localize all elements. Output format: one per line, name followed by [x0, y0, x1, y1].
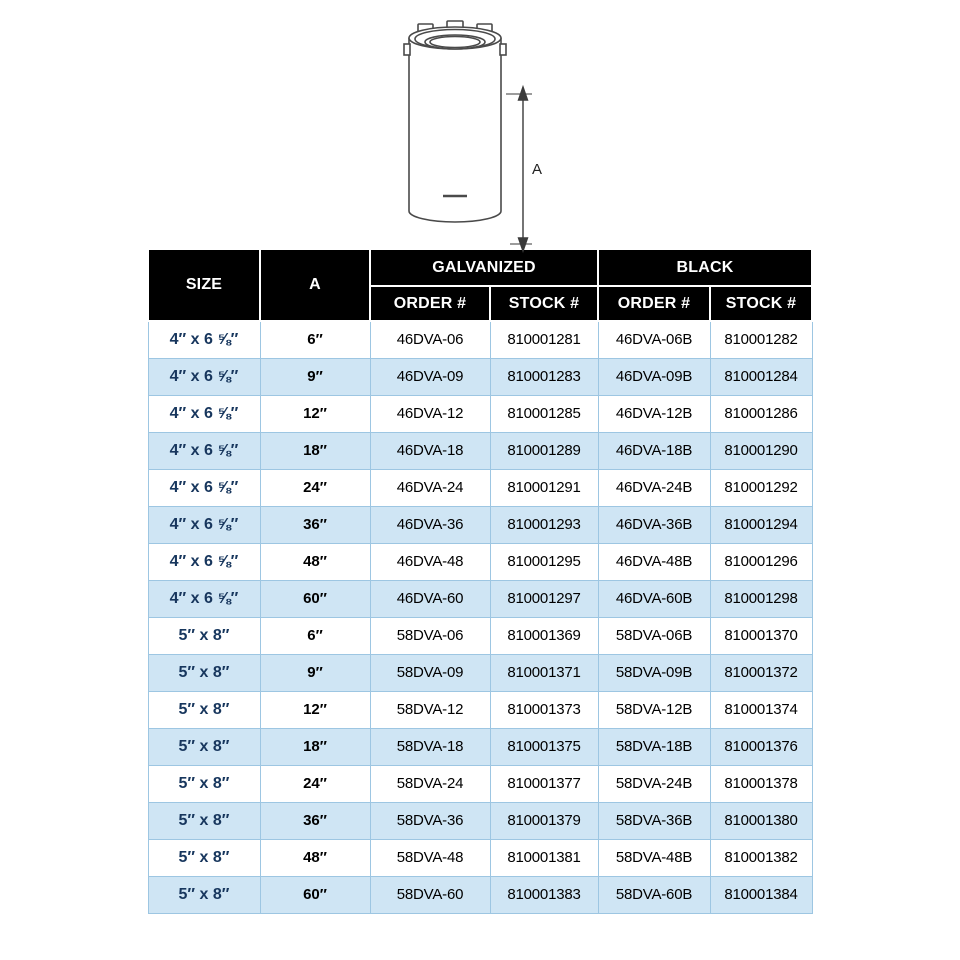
cell-black-order: 58DVA-48B: [598, 839, 710, 876]
header-galv-order: ORDER #: [370, 286, 490, 321]
cell-galv-order: 58DVA-48: [370, 839, 490, 876]
cell-galv-stock: 810001281: [490, 321, 598, 358]
cell-galv-stock: 810001291: [490, 469, 598, 506]
cell-black-order: 46DVA-24B: [598, 469, 710, 506]
table-row: [148, 691, 812, 728]
cell-galv-stock: 810001381: [490, 839, 598, 876]
table-row: [148, 654, 812, 691]
cell-black-order: 58DVA-60B: [598, 876, 710, 913]
cell-black-order: 58DVA-12B: [598, 691, 710, 728]
cell-galv-stock: 810001289: [490, 432, 598, 469]
cell-galv-order: 46DVA-36: [370, 506, 490, 543]
cell-black-stock: 810001374: [710, 691, 812, 728]
table-row: [148, 543, 812, 580]
cell-galv-order: 58DVA-60: [370, 876, 490, 913]
cell-galv-stock: 810001295: [490, 543, 598, 580]
cell-galv-stock: 810001379: [490, 802, 598, 839]
table-row: [148, 506, 812, 543]
table-row: [148, 321, 812, 358]
cell-a: 60″: [260, 580, 370, 617]
cell-galv-order: 58DVA-12: [370, 691, 490, 728]
cell-galv-order: 46DVA-24: [370, 469, 490, 506]
cell-galv-stock: 810001285: [490, 395, 598, 432]
table-body: [148, 321, 812, 913]
cell-size: 4″ x 6 ⅝″: [148, 395, 260, 432]
cell-size: 5″ x 8″: [148, 765, 260, 802]
table-row: [148, 802, 812, 839]
cell-black-stock: 810001284: [710, 358, 812, 395]
cell-black-stock: 810001298: [710, 580, 812, 617]
cell-size: 5″ x 8″: [148, 802, 260, 839]
cell-galv-stock: 810001377: [490, 765, 598, 802]
cell-black-order: 58DVA-09B: [598, 654, 710, 691]
cell-size: 4″ x 6 ⅝″: [148, 543, 260, 580]
cell-a: 36″: [260, 506, 370, 543]
cell-black-stock: 810001376: [710, 728, 812, 765]
header-black: BLACK: [598, 249, 812, 286]
cell-black-stock: 810001282: [710, 321, 812, 358]
table-row: [148, 469, 812, 506]
header-black-order: ORDER #: [598, 286, 710, 321]
cell-galv-order: 46DVA-12: [370, 395, 490, 432]
cell-size: 5″ x 8″: [148, 876, 260, 913]
table-header: [148, 249, 812, 321]
cell-black-order: 58DVA-18B: [598, 728, 710, 765]
cell-galv-stock: 810001373: [490, 691, 598, 728]
cell-a: 9″: [260, 358, 370, 395]
cell-galv-stock: 810001383: [490, 876, 598, 913]
cell-size: 4″ x 6 ⅝″: [148, 506, 260, 543]
cell-black-stock: 810001370: [710, 617, 812, 654]
header-size: SIZE: [148, 249, 260, 321]
dimension-label: A: [532, 161, 543, 178]
cell-black-order: 46DVA-36B: [598, 506, 710, 543]
cell-galv-order: 46DVA-48: [370, 543, 490, 580]
cell-a: 18″: [260, 728, 370, 765]
cell-galv-order: 58DVA-06: [370, 617, 490, 654]
table-row: [148, 728, 812, 765]
cell-a: 6″: [260, 617, 370, 654]
cell-galv-stock: 810001283: [490, 358, 598, 395]
cell-a: 36″: [260, 802, 370, 839]
cell-size: 4″ x 6 ⅝″: [148, 469, 260, 506]
table-row: [148, 358, 812, 395]
cell-galv-order: 58DVA-36: [370, 802, 490, 839]
dimension-line: [506, 87, 532, 251]
table-row: [148, 839, 812, 876]
cell-galv-order: 58DVA-24: [370, 765, 490, 802]
cell-size: 5″ x 8″: [148, 728, 260, 765]
cell-a: 24″: [260, 469, 370, 506]
cell-black-stock: 810001380: [710, 802, 812, 839]
pipe-notch-icon: [404, 44, 410, 55]
cell-black-stock: 810001286: [710, 395, 812, 432]
cell-size: 5″ x 8″: [148, 839, 260, 876]
cell-black-stock: 810001372: [710, 654, 812, 691]
cell-black-order: 46DVA-09B: [598, 358, 710, 395]
cell-black-stock: 810001378: [710, 765, 812, 802]
table-row: [148, 617, 812, 654]
cell-black-order: 46DVA-48B: [598, 543, 710, 580]
cell-galv-stock: 810001297: [490, 580, 598, 617]
cell-black-order: 58DVA-06B: [598, 617, 710, 654]
cell-a: 18″: [260, 432, 370, 469]
table-row: [148, 580, 812, 617]
cell-black-stock: 810001292: [710, 469, 812, 506]
cell-galv-order: 46DVA-06: [370, 321, 490, 358]
cell-galv-stock: 810001369: [490, 617, 598, 654]
cell-galv-stock: 810001375: [490, 728, 598, 765]
cell-black-stock: 810001382: [710, 839, 812, 876]
cell-galv-order: 58DVA-18: [370, 728, 490, 765]
cell-a: 48″: [260, 839, 370, 876]
header-black-stock: STOCK #: [710, 286, 812, 321]
cell-a: 9″: [260, 654, 370, 691]
pipe-diagram: [360, 6, 570, 254]
cell-size: 4″ x 6 ⅝″: [148, 432, 260, 469]
cell-a: 12″: [260, 691, 370, 728]
cell-size: 5″ x 8″: [148, 654, 260, 691]
cell-a: 60″: [260, 876, 370, 913]
cell-a: 48″: [260, 543, 370, 580]
cell-size: 4″ x 6 ⅝″: [148, 358, 260, 395]
cell-black-order: 58DVA-36B: [598, 802, 710, 839]
cell-black-order: 46DVA-60B: [598, 580, 710, 617]
cell-galv-order: 58DVA-09: [370, 654, 490, 691]
cell-a: 12″: [260, 395, 370, 432]
table-row: [148, 395, 812, 432]
cell-black-stock: 810001296: [710, 543, 812, 580]
pipe-figure: [0, 0, 960, 248]
cell-black-order: 46DVA-06B: [598, 321, 710, 358]
cell-a: 6″: [260, 321, 370, 358]
header-group-row: [148, 249, 812, 286]
cell-black-stock: 810001290: [710, 432, 812, 469]
spec-table: [147, 248, 813, 914]
header-galvanized: GALVANIZED: [370, 249, 598, 286]
cell-galv-order: 46DVA-60: [370, 580, 490, 617]
header-galv-stock: STOCK #: [490, 286, 598, 321]
cell-size: 4″ x 6 ⅝″: [148, 321, 260, 358]
cell-black-order: 58DVA-24B: [598, 765, 710, 802]
cell-black-stock: 810001384: [710, 876, 812, 913]
table-row: [148, 876, 812, 913]
cell-size: 4″ x 6 ⅝″: [148, 580, 260, 617]
table-row: [148, 765, 812, 802]
cell-black-stock: 810001294: [710, 506, 812, 543]
cell-black-order: 46DVA-18B: [598, 432, 710, 469]
header-a: A: [260, 249, 370, 321]
cell-galv-stock: 810001293: [490, 506, 598, 543]
cell-galv-order: 46DVA-09: [370, 358, 490, 395]
cell-galv-order: 46DVA-18: [370, 432, 490, 469]
cell-a: 24″: [260, 765, 370, 802]
cell-galv-stock: 810001371: [490, 654, 598, 691]
cell-size: 5″ x 8″: [148, 691, 260, 728]
cell-size: 5″ x 8″: [148, 617, 260, 654]
table-row: [148, 432, 812, 469]
pipe-notch-icon: [500, 44, 506, 55]
cell-black-order: 46DVA-12B: [598, 395, 710, 432]
